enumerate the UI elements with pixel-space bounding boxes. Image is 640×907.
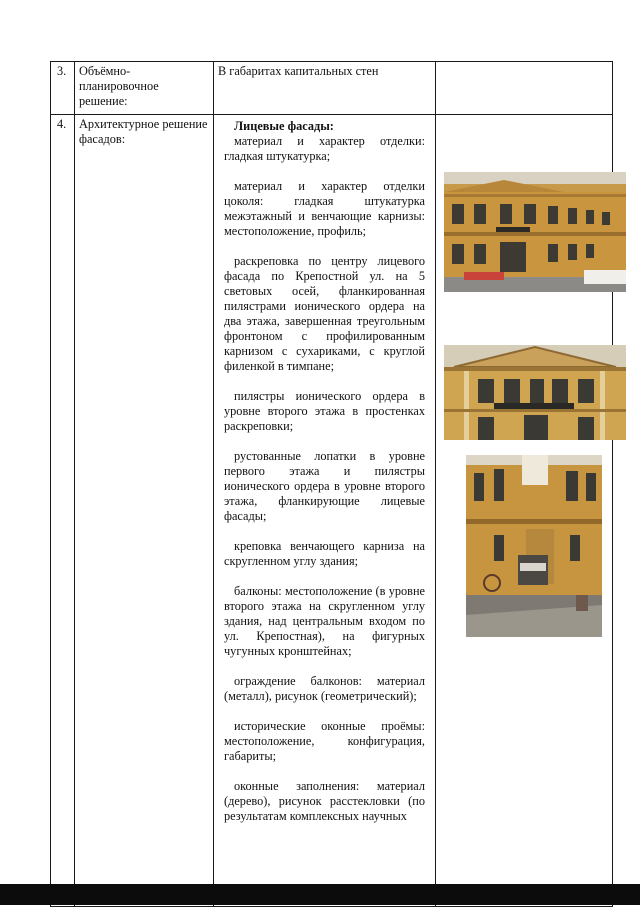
facade-paragraph: балконы: местоположение (в уровне второго этажа на скругленном углу здания, над центральным входом по ул. Крепостная), на фигурных чугунных кронштейнах;: [224, 584, 425, 658]
section-heading: Лицевые фасады:: [234, 119, 334, 133]
facade-paragraph: исторические оконные проёмы: местоположение, конфигурация, габариты;: [224, 719, 425, 763]
row-number: 4.: [51, 115, 75, 907]
row-name: Объёмно-планировочное решение:: [75, 62, 214, 115]
monument-description-table: [50, 61, 613, 907]
facade-paragraph: ограждение балконов: материал (металл), рисунок (геометрический);: [224, 674, 425, 703]
row-name: Архитектурное решение фасадов:: [75, 115, 214, 907]
facade-paragraph: креповка венчающего карниза на скругленном углу здания;: [224, 539, 425, 568]
facade-paragraph: материал и характер отделки цоколя: гладкая штукатурка межэтажный и венчающие карнизы: местоположение, профиль;: [224, 179, 425, 238]
central-projection-photo: [444, 345, 626, 440]
row-value: [214, 115, 436, 907]
table-row: [51, 115, 613, 907]
facade-paragraph: пилястры ионического ордера в уровне второго этажа в простенках раскреповки;: [224, 389, 425, 433]
scan-bottom-edge: [0, 884, 640, 905]
facade-paragraph: рустованные лопатки в уровне первого этажа и пилястры ионического ордера в уровне второго этажа, фланкирующие лицевые фасады;: [224, 449, 425, 523]
row-photo-cell: [436, 115, 613, 907]
table-row: [51, 62, 613, 115]
row-photo-cell: [436, 62, 613, 115]
row-value: В габаритах капитальных стен: [214, 62, 436, 115]
facade-paragraph: раскреповка по центру лицевого фасада по Крепостной ул. на 5 световых осей, фланкированная пилястрами ионического ордера на два этажа, завершенная треугольным фронтоном с профилированным карнизом с сухариками, с круглой филенкой в тимпане;: [224, 254, 425, 373]
row-number: 3.: [51, 62, 75, 115]
facade-paragraph: оконные заполнения: материал (дерево), рисунок расстекловки (по результатам комплексных научных: [224, 779, 425, 823]
facade-overview-photo: [444, 172, 626, 292]
facade-paragraph: материал и характер отделки: гладкая штукатурка;: [224, 134, 425, 163]
rounded-corner-photo: [466, 455, 602, 637]
